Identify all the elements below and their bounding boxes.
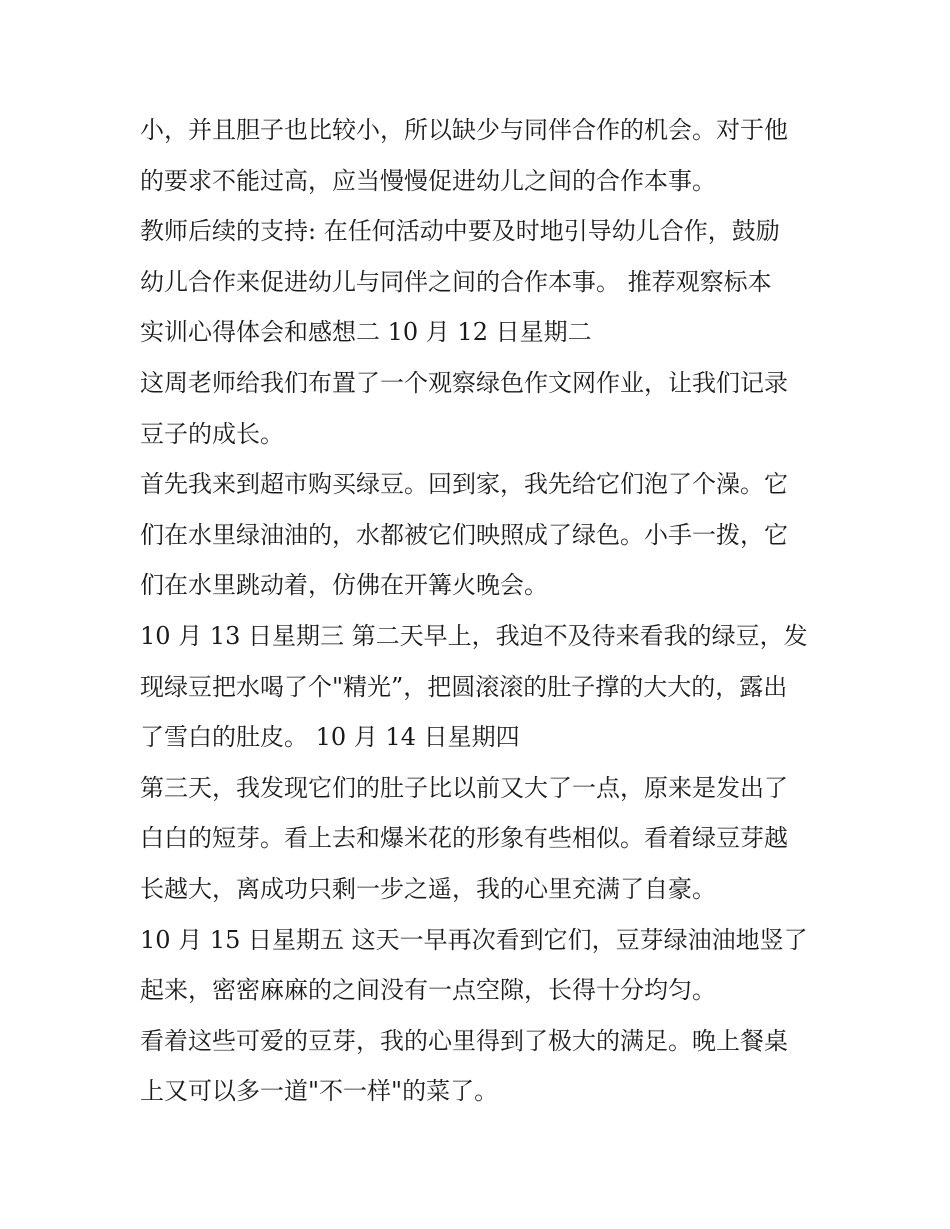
text-line: 的要求不能过高，应当慢慢促进幼儿之间的合作本事。 [140, 166, 716, 195]
text-line: 这周老师给我们布置了一个观察绿色作文网作业，让我们记录 [140, 368, 788, 397]
text-line: 看着这些可爱的豆芽，我的心里得到了极大的满足。晚上餐桌 [140, 1026, 788, 1055]
text-line: 教师后续的支持: 在任何活动中要及时地引导幼儿合作，鼓励 [140, 217, 780, 246]
text-line: 白白的短芽。看上去和爆米花的形象有些相似。看着绿豆芽越 [140, 824, 788, 853]
text-line: 10 月 13 日星期三 第二天早上，我迫不及待来看我的绿豆，发 [140, 621, 808, 650]
text-line: 首先我来到超市购买绿豆。回到家，我先给它们泡了个澡。它 [140, 470, 788, 499]
text-line: 起来，密密麻麻的之间没有一点空隙，长得十分均匀。 [140, 976, 716, 1005]
text-line: 实训心得体会和感想二 10 月 12 日星期二 [140, 318, 592, 347]
text-line: 10 月 15 日星期五 这天一早再次看到它们，豆芽绿油油地竖了 [140, 925, 808, 954]
text-line: 小，并且胆子也比较小，所以缺少与同伴合作的机会。对于他 [140, 116, 788, 144]
document-body [140, 105, 820, 1117]
text-line: 幼儿合作来促进幼儿与同伴之间的合作本事。 推荐观察标本 [140, 267, 772, 296]
text-line: 现绿豆把水喝了个"精光”，把圆滚滚的肚子撑的大大的，露出 [140, 672, 788, 701]
text-line: 上又可以多一道"不一样"的菜了。 [140, 1077, 499, 1106]
text-line: 们在水里绿油油的，水都被它们映照成了绿色。小手一拨，它 [140, 520, 788, 549]
text-line: 豆子的成长。 [140, 419, 284, 448]
text-line: 长越大，离成功只剩一步之遥，我的心里充满了自豪。 [140, 874, 716, 903]
text-line: 们在水里跳动着，仿佛在开篝火晚会。 [140, 571, 548, 600]
text-line: 了雪白的肚皮。 10 月 14 日星期四 [140, 723, 520, 752]
text-line: 第三天，我发现它们的肚子比以前又大了一点，原来是发出了 [140, 773, 788, 802]
